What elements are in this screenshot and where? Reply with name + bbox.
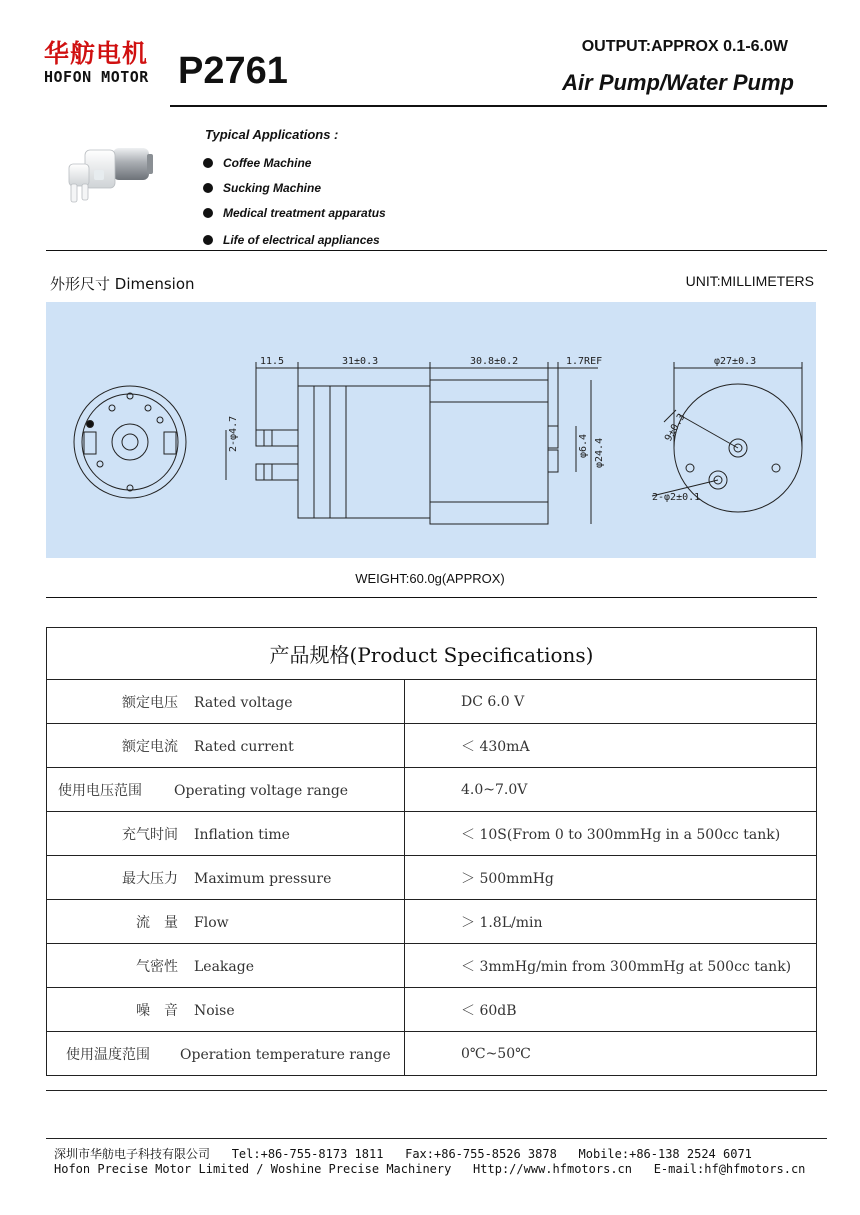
footer-website[interactable]: Http://www.hfmotors.cn [473,1162,632,1176]
bullet-icon [203,235,213,245]
bullet-icon [203,183,213,193]
spec-value: ＞ 1.8L/min [405,900,817,944]
header-divider [170,105,827,107]
spec-value: 4.0~7.0V [405,768,817,812]
pump-product-image [55,140,165,210]
spec-label-en: Rated current [194,738,294,755]
list-item: Coffee Machine [203,150,386,175]
dim-label-1: 11.5 [260,356,285,367]
footer-divider [46,1138,827,1139]
applications-title: Typical Applications : [205,127,339,142]
spec-table [46,627,817,1076]
table-row [47,856,817,900]
spec-value: DC 6.0 V [405,680,817,724]
spec-value: 0℃~50℃ [405,1032,817,1076]
dim-label-9: 9±0.3 [663,411,688,444]
table-row [47,988,817,1032]
side-view [226,362,598,524]
section-divider [46,250,827,251]
spec-value: ＜ 10S(From 0 to 300mmHg in a 500cc tank) [405,812,817,856]
footer-mobile: Mobile:+86-138 2524 6071 [578,1147,752,1161]
spec-value: ＜ 430mA [405,724,817,768]
table-row [47,1032,817,1076]
bullet-icon [203,158,213,168]
dim-label-5: 2-φ4.7 [228,415,239,452]
spec-label-cn: 气密性 [136,958,178,975]
dimension-drawing [46,302,816,558]
spec-label-en: Flow [194,914,229,931]
table-row [47,900,817,944]
dim-label-3: 30.8±0.2 [470,356,519,367]
dim-label-10: 2-φ2±0.1 [652,492,701,503]
footer-tel: Tel:+86-755-8173 1811 [231,1147,384,1161]
dimension-label: 外形尺寸 Dimension [50,275,195,293]
weight-label: WEIGHT:60.0g(APPROX) [355,571,505,586]
table-row [47,812,817,856]
output-power: OUTPUT:APPROX 0.1-6.0W [581,38,788,55]
list-item: Life of electrical appliances [203,227,386,252]
spec-label-cn: 使用电压范围 [58,782,142,799]
spec-label-en: Noise [194,1002,235,1019]
table-row [47,680,817,724]
dim-label-8: φ27±0.3 [714,356,757,367]
company-name-cn: 深圳市华舫电子科技有限公司 [54,1147,211,1161]
table-row [47,724,817,768]
brand-name-cn: 华舫电机 [44,39,149,68]
footer-line-1 [54,1145,752,1162]
spec-value: ＜ 60dB [405,988,817,1032]
spec-label-cn: 充气时间 [122,826,178,843]
table-row [47,768,817,812]
footer-email[interactable]: E-mail:hf@hfmotors.cn [653,1162,806,1176]
spec-label-en: Inflation time [194,826,290,843]
applications-list [203,150,386,252]
model-number: P2761 [178,50,288,92]
company-name-en: Hofon Precise Motor Limited / Woshine Precise Machinery [54,1162,452,1176]
product-subtitle: Air Pump/Water Pump [562,70,794,95]
footer-line-2 [54,1162,805,1176]
dim-label-2: 31±0.3 [342,356,379,367]
footer-fax: Fax:+86-755-8526 3878 [405,1147,557,1161]
dim-label-6: φ6.4 [578,433,589,458]
spec-label-cn: 额定电流 [122,738,178,755]
spec-label-cn: 额定电压 [122,694,178,711]
list-item: Sucking Machine [203,175,386,200]
end-view-left [74,386,186,498]
section-divider [46,597,817,598]
unit-label: UNIT:MILLIMETERS [685,273,814,289]
table-row [47,944,817,988]
bullet-icon [203,208,213,218]
dim-label-7: φ24.4 [594,437,605,468]
dim-label-4: 1.7REF [566,356,603,367]
footer-divider [46,1090,827,1091]
spec-table-title: 产品规格(Product Specifications) [47,628,817,680]
spec-label-en: Maximum pressure [194,870,332,887]
spec-label-cn: 使用温度范围 [66,1046,150,1063]
list-item: Medical treatment apparatus [203,200,386,225]
spec-value: ＞ 500mmHg [405,856,817,900]
spec-label-cn: 噪 音 [136,1002,178,1019]
spec-label-en: Leakage [194,958,255,975]
spec-label-en: Operation temperature range [180,1046,391,1063]
spec-label-cn: 流 量 [136,914,178,931]
spec-label-cn: 最大压力 [122,870,178,887]
spec-label-en: Operating voltage range [174,782,349,799]
brand-name-en: HOFON MOTOR [44,68,149,86]
spec-value: ＜ 3mmHg/min from 300mmHg at 500cc tank) [405,944,817,988]
spec-label-en: Rated voltage [194,694,293,711]
